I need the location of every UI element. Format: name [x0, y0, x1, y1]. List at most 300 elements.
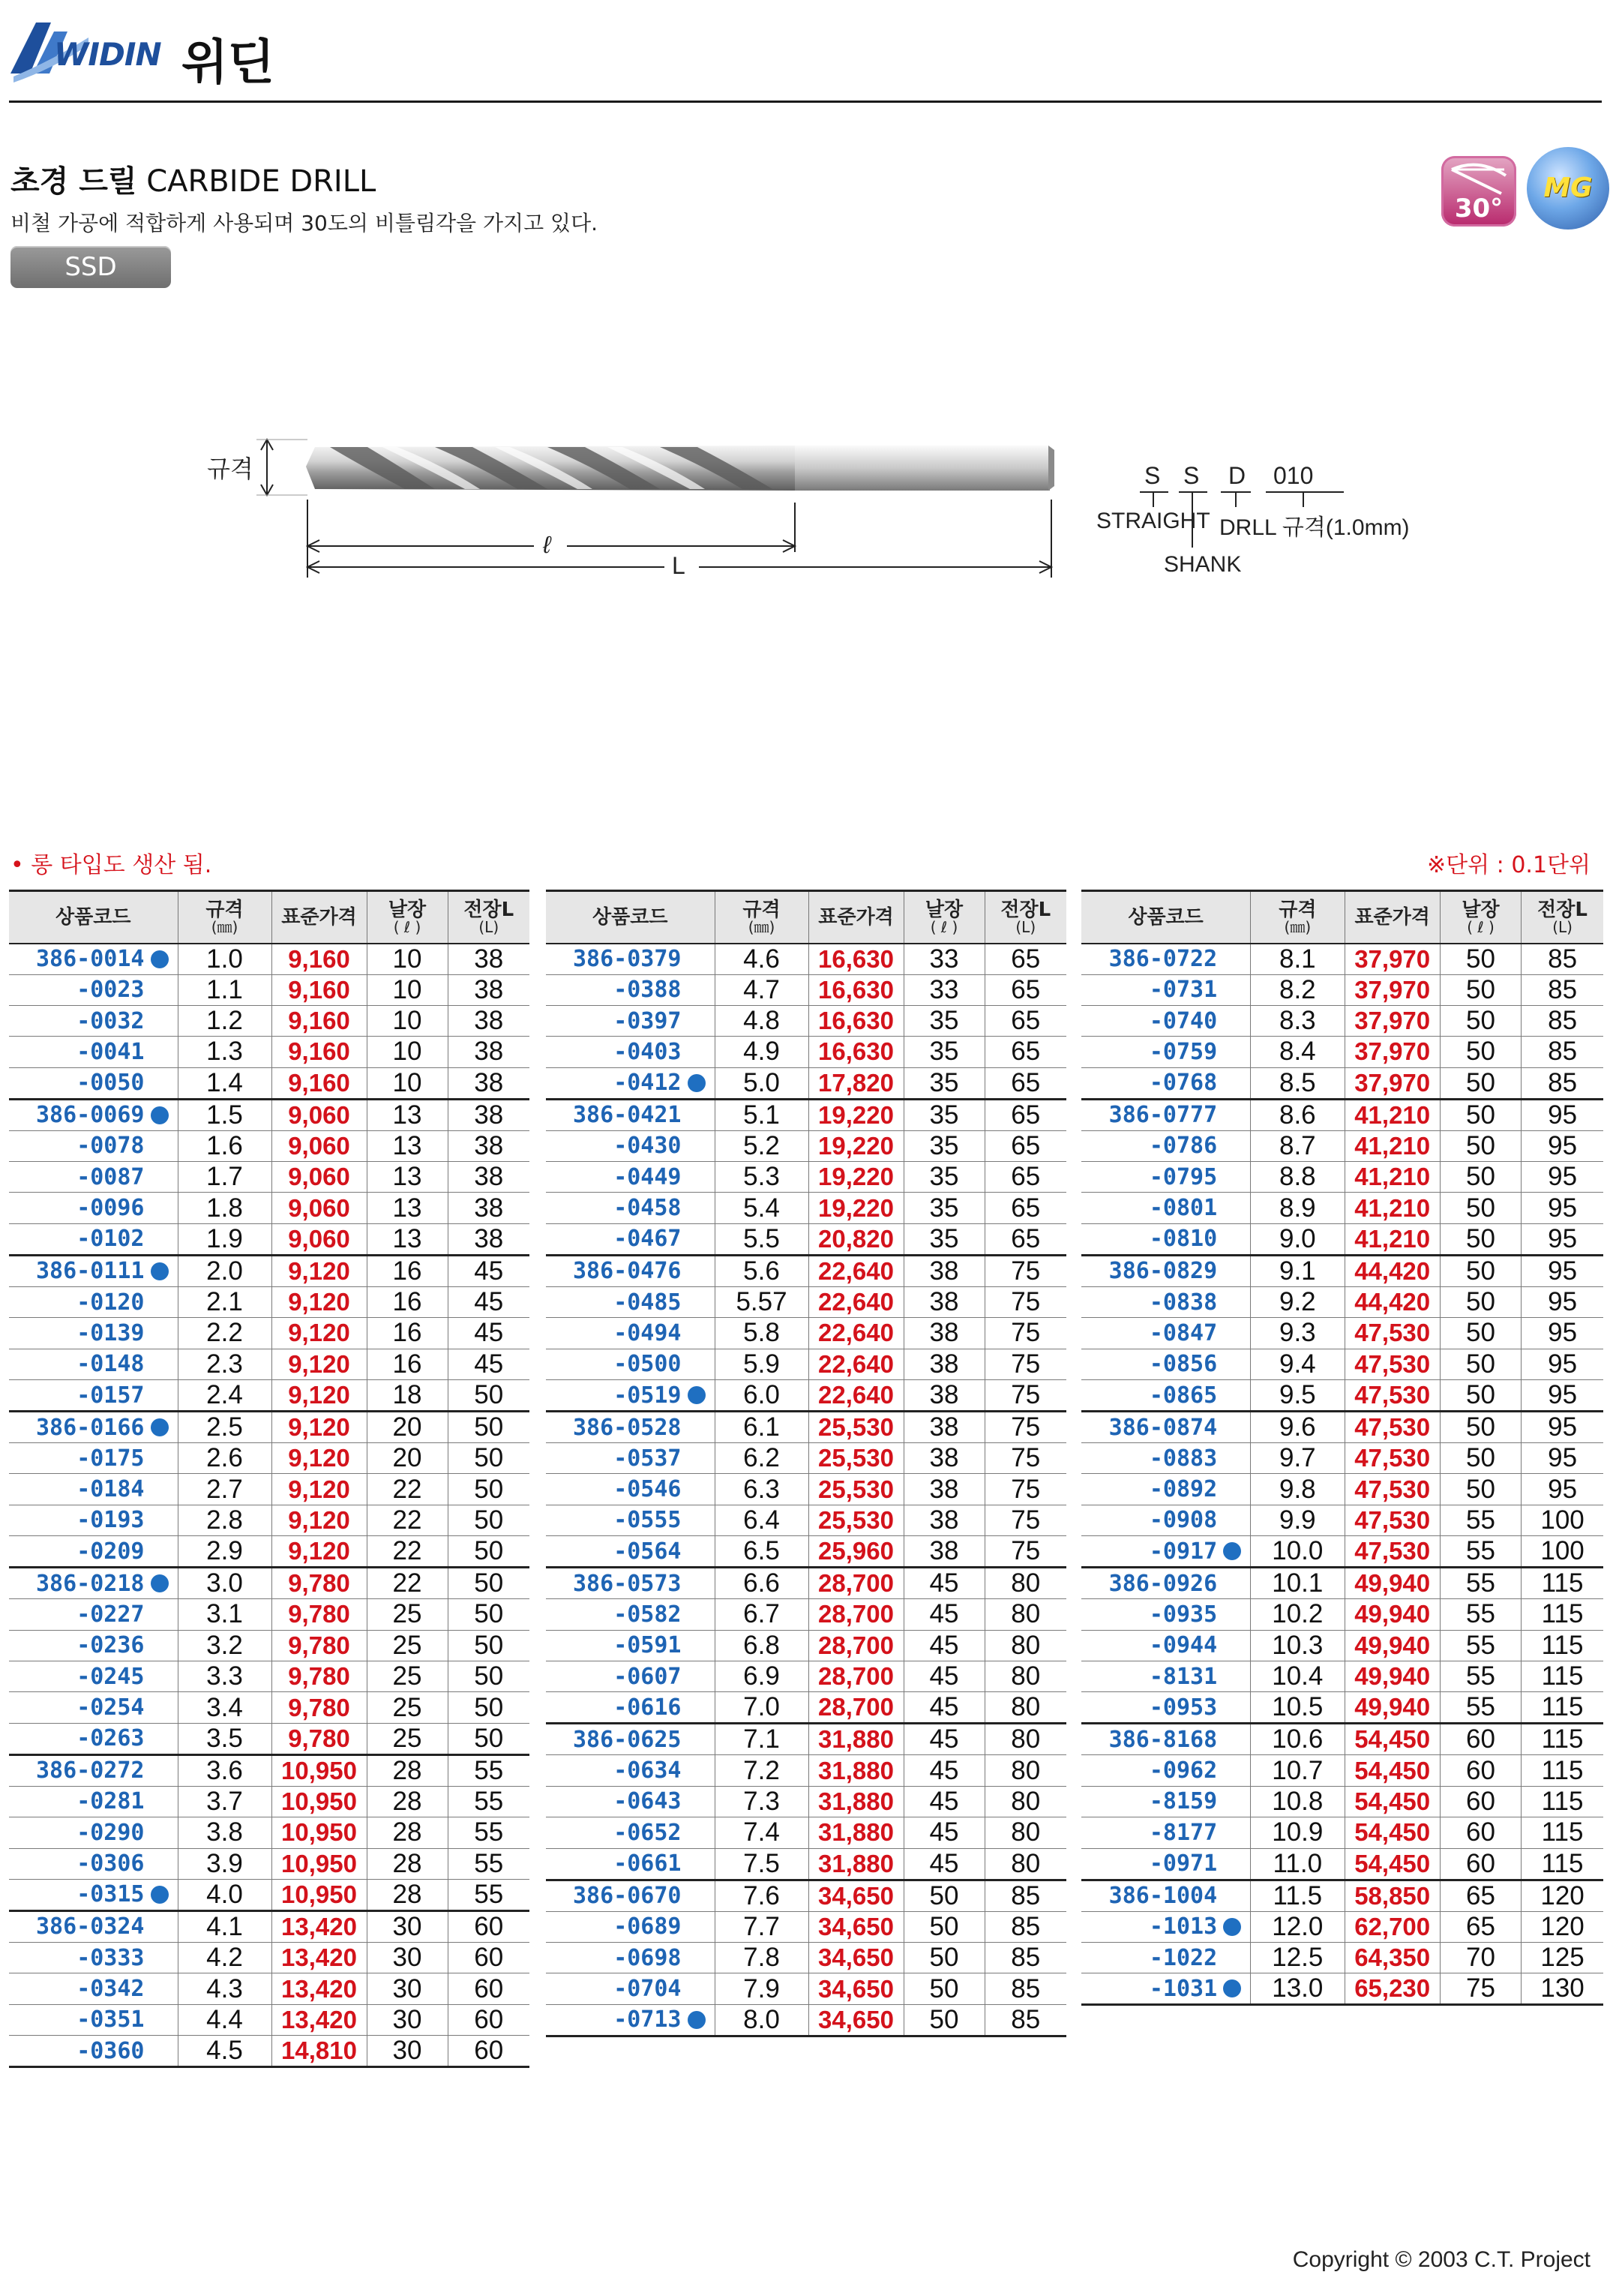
size-value-text: 12.0: [1272, 1911, 1324, 1941]
flute-length: [904, 1193, 985, 1223]
table-row: [9, 1910, 529, 1942]
total-length: [985, 1286, 1066, 1317]
size-value-text: 1.2: [206, 1006, 243, 1036]
product-code: [546, 944, 715, 975]
size-value-text: 6.4: [743, 1505, 780, 1535]
product-code-text: -0801: [1149, 1195, 1218, 1222]
standard-price: [808, 1005, 904, 1036]
flute-length: [1440, 1817, 1521, 1848]
size-value-text: 1.0: [206, 944, 243, 974]
standard-price-text: 37,970: [1354, 944, 1431, 973]
standard-price: [808, 1412, 904, 1443]
product-code-text: 386-0874: [1108, 1414, 1218, 1441]
product-code-diagram: [1096, 450, 1411, 600]
flute-length: [904, 1505, 985, 1535]
flute-length-text: 25: [392, 1599, 422, 1629]
product-code-text: -0971: [1149, 1850, 1218, 1877]
product-code: [1081, 1037, 1251, 1067]
product-code-text: -0360: [76, 2037, 145, 2064]
size-value: [178, 1848, 271, 1879]
standard-price: [808, 1286, 904, 1317]
flute-length: [1440, 1692, 1521, 1724]
flute-length: [1440, 974, 1521, 1005]
product-code: [1081, 1848, 1251, 1880]
product-code: [1081, 1318, 1251, 1349]
header-size-label: 규격: [742, 898, 781, 921]
product-code: [9, 1879, 178, 1910]
flute-length-text: 60: [1466, 1724, 1495, 1754]
standard-price-text: 20,820: [818, 1224, 894, 1253]
flute-length: [1440, 1786, 1521, 1817]
flute-length: [367, 1255, 448, 1286]
product-title-korean: 초경 드릴: [10, 164, 137, 199]
total-length: [448, 1568, 529, 1599]
header-size-unit: (㎜): [1284, 917, 1312, 936]
product-code-text: 386-0625: [573, 1726, 682, 1753]
flute-length-text: 70: [1466, 1943, 1495, 1973]
table-row: [546, 1880, 1066, 1911]
size-value: [178, 1723, 271, 1754]
total-length: [985, 1536, 1066, 1568]
product-code-text: -0731: [1149, 977, 1218, 1004]
size-value: [1251, 1973, 1345, 2005]
total-length-text: 55: [474, 1879, 504, 1909]
table-row: [546, 1193, 1066, 1223]
total-length: [448, 1130, 529, 1161]
size-value: [715, 1568, 808, 1599]
total-length-text: 45: [474, 1287, 504, 1317]
product-code-text: -0306: [76, 1850, 145, 1877]
size-value-text: 9.8: [1279, 1474, 1316, 1504]
total-length-text: 55: [474, 1786, 504, 1816]
brand-name: 위딘: [181, 35, 274, 91]
flute-length-text: 50: [1466, 1193, 1495, 1223]
size-value-text: 10.1: [1272, 1568, 1324, 1598]
standard-price-text: 28,700: [818, 1569, 894, 1598]
table-row: [9, 1505, 529, 1535]
flute-length-text: 50: [1466, 1067, 1495, 1097]
table-row: [9, 944, 529, 975]
standard-price: [271, 1754, 367, 1786]
flute-length-text: 60: [1466, 1786, 1495, 1816]
flute-length-text: 35: [929, 1100, 959, 1130]
total-length-text: 115: [1541, 1568, 1584, 1598]
standard-price-text: 65,230: [1354, 1974, 1431, 2003]
size-value-text: 8.3: [1279, 1006, 1316, 1036]
total-length-text: 50: [474, 1661, 504, 1691]
total-length-text: 115: [1541, 1599, 1584, 1629]
standard-price-text: 34,650: [818, 1881, 894, 1910]
standard-price: [1345, 974, 1440, 1005]
standard-price: [1345, 1911, 1440, 1942]
standard-price-text: 28,700: [818, 1693, 894, 1721]
header-total-unit: (L): [1015, 917, 1036, 936]
size-value-text: 8.2: [1279, 974, 1316, 1004]
standard-price-text: 9,060: [288, 1131, 350, 1160]
total-length-text: 65: [1011, 1193, 1041, 1223]
size-value-text: 1.6: [206, 1130, 243, 1160]
header-size-label: 규격: [205, 898, 244, 921]
size-value: [1251, 1536, 1345, 1568]
product-code: [546, 1067, 715, 1099]
stock-dot-icon: [151, 1886, 169, 1904]
table-row: [1081, 1973, 1603, 2005]
product-code-text: -0856: [1149, 1351, 1218, 1378]
product-code-text: -0759: [1149, 1038, 1218, 1065]
standard-price-text: 31,880: [818, 1787, 894, 1815]
header-total-unit: (L): [1552, 917, 1573, 936]
total-length-text: 50: [474, 1723, 504, 1753]
material-badge: [1527, 147, 1609, 230]
size-value: [1251, 1412, 1345, 1443]
flute-length: [1440, 1099, 1521, 1130]
product-code-text: -0403: [613, 1038, 682, 1065]
product-code: [546, 1443, 715, 1474]
total-length: [985, 1412, 1066, 1443]
flute-length-text: 20: [392, 1443, 422, 1473]
product-code: [546, 1942, 715, 1973]
size-value: [1251, 1005, 1345, 1036]
product-code-text: -0290: [76, 1819, 145, 1846]
size-value: [715, 1942, 808, 1973]
product-code-text: -1031: [1149, 1975, 1218, 2002]
header-price: [1345, 891, 1440, 944]
product-code-text: -0148: [76, 1351, 145, 1378]
flute-length: [367, 1536, 448, 1568]
total-length: [1522, 974, 1603, 1005]
total-length-text: 80: [1011, 1692, 1041, 1722]
total-length-text: 75: [1011, 1256, 1041, 1286]
flute-length-text: 65: [1466, 1911, 1495, 1941]
flute-length-text: 35: [929, 1223, 959, 1253]
table-row: [9, 1474, 529, 1505]
standard-price: [271, 944, 367, 975]
flute-length: [904, 944, 985, 975]
product-code-text: -0397: [613, 1007, 682, 1034]
standard-price-text: 47,530: [1354, 1349, 1431, 1378]
standard-price: [808, 1817, 904, 1848]
table-row: [1081, 944, 1603, 975]
total-length: [985, 1130, 1066, 1161]
table-row: [9, 1412, 529, 1443]
total-length: [1522, 1942, 1603, 1973]
total-length-text: 95: [1548, 1223, 1578, 1253]
total-length: [448, 1661, 529, 1691]
flute-length: [1440, 1505, 1521, 1535]
size-value-text: 6.5: [743, 1536, 780, 1566]
flute-length-text: 25: [392, 1723, 422, 1753]
size-value-text: 7.0: [743, 1692, 780, 1722]
product-code-text: 386-1004: [1108, 1883, 1218, 1910]
flute-length-text: 45: [929, 1848, 959, 1878]
standard-price-text: 9,780: [288, 1631, 350, 1659]
standard-price-text: 9,780: [288, 1662, 350, 1691]
flute-length-text: 50: [1466, 1006, 1495, 1036]
standard-price: [808, 1973, 904, 2004]
size-value: [178, 1349, 271, 1379]
table-row: [1081, 1536, 1603, 1568]
standard-price: [808, 1599, 904, 1630]
standard-price: [808, 1318, 904, 1349]
flute-length-text: 35: [929, 1067, 959, 1097]
total-length-text: 100: [1540, 1505, 1585, 1535]
product-code-text: 386-0324: [36, 1913, 145, 1940]
size-value-text: 9.4: [1279, 1349, 1316, 1379]
product-code: [546, 1380, 715, 1412]
size-value: [178, 1973, 271, 2004]
standard-price-text: 9,120: [288, 1505, 350, 1534]
total-length: [1522, 1505, 1603, 1535]
table-row: [546, 1817, 1066, 1848]
product-code-text: -0184: [76, 1476, 145, 1503]
product-code: [546, 1973, 715, 2004]
flute-length: [367, 1723, 448, 1754]
flute-length: [1440, 1005, 1521, 1036]
total-length-text: 55: [474, 1848, 504, 1878]
product-code: [546, 1630, 715, 1661]
total-length: [448, 1817, 529, 1848]
standard-price-text: 22,640: [818, 1349, 894, 1378]
product-code: [1081, 1568, 1251, 1599]
total-length: [1522, 1099, 1603, 1130]
standard-price: [271, 1474, 367, 1505]
product-code-text: 386-0829: [1108, 1258, 1218, 1285]
flute-length-text: 50: [1466, 1474, 1495, 1504]
table-row: [9, 1568, 529, 1599]
size-value-text: 9.3: [1279, 1318, 1316, 1348]
flute-length-text: 50: [1466, 1412, 1495, 1442]
stock-dot-icon: [151, 1574, 169, 1592]
total-length: [1522, 1318, 1603, 1349]
standard-price-text: 14,810: [281, 2036, 357, 2065]
size-value-text: 6.9: [743, 1661, 780, 1691]
total-length-text: 125: [1540, 1943, 1585, 1973]
standard-price-text: 10,950: [281, 1880, 357, 1908]
product-code-text: -0953: [1149, 1694, 1218, 1721]
flute-length: [367, 1630, 448, 1661]
flute-length: [904, 1724, 985, 1755]
flute-length: [367, 1412, 448, 1443]
flute-length-text: 45: [929, 1692, 959, 1722]
total-length-text: 85: [1548, 1006, 1578, 1036]
size-value: [178, 1255, 271, 1286]
product-code-text: 386-0777: [1108, 1102, 1218, 1129]
product-code-text: -0591: [613, 1632, 682, 1659]
flute-length-text: 50: [929, 1943, 959, 1973]
total-length-text: 80: [1011, 1755, 1041, 1785]
flute-length: [1440, 1380, 1521, 1412]
total-length-text: 85: [1548, 944, 1578, 974]
standard-price: [271, 1255, 367, 1286]
standard-price: [271, 2036, 367, 2067]
total-length: [985, 1380, 1066, 1412]
table-row: [546, 1005, 1066, 1036]
standard-price-text: 41,210: [1354, 1193, 1431, 1222]
size-value: [715, 1692, 808, 1724]
standard-price-text: 31,880: [818, 1725, 894, 1754]
flute-length: [367, 1349, 448, 1379]
flute-length: [904, 1942, 985, 1973]
size-value: [715, 1223, 808, 1255]
standard-price-text: 54,450: [1354, 1725, 1431, 1754]
total-length: [985, 1880, 1066, 1911]
flute-length: [367, 944, 448, 975]
header-flute: [1440, 891, 1521, 944]
table-row: [546, 1568, 1066, 1599]
size-value: [178, 1505, 271, 1535]
flute-length: [904, 1661, 985, 1691]
standard-price: [1345, 1037, 1440, 1067]
standard-price: [1345, 1255, 1440, 1286]
flute-length: [1440, 1661, 1521, 1691]
product-code: [1081, 944, 1251, 975]
flute-length: [904, 1255, 985, 1286]
table-row: [9, 1879, 529, 1910]
header-flute: [904, 891, 985, 944]
flute-length: [367, 1037, 448, 1067]
size-value-text: 4.0: [206, 1879, 243, 1909]
flute-length-text: 55: [1466, 1630, 1495, 1660]
size-value-text: 5.4: [743, 1193, 780, 1223]
total-length-text: 38: [474, 944, 504, 974]
flute-length: [904, 1349, 985, 1379]
product-code: [546, 1255, 715, 1286]
flute-length-text: 45: [929, 1786, 959, 1816]
standard-price: [1345, 1412, 1440, 1443]
size-value: [715, 1443, 808, 1474]
table-row: [9, 1255, 529, 1286]
size-value: [1251, 1193, 1345, 1223]
flute-length: [1440, 1193, 1521, 1223]
product-code: [9, 1286, 178, 1317]
standard-price-text: 9,060: [288, 1100, 350, 1129]
product-code-text: -0883: [1149, 1445, 1218, 1472]
total-length-text: 45: [474, 1256, 504, 1286]
standard-price: [1345, 1755, 1440, 1786]
flute-length-text: 38: [929, 1443, 959, 1473]
product-code: [546, 1880, 715, 1911]
flute-length: [1440, 1130, 1521, 1161]
standard-price-text: 9,120: [288, 1381, 350, 1409]
standard-price-text: 49,940: [1354, 1693, 1431, 1721]
standard-price-text: 54,450: [1354, 1756, 1431, 1784]
standard-price: [1345, 1474, 1440, 1505]
product-code: [9, 1599, 178, 1630]
flute-length: [367, 1162, 448, 1193]
standard-price: [808, 1130, 904, 1161]
total-length-text: 50: [474, 1505, 504, 1535]
flute-length-text: 18: [392, 1380, 422, 1410]
flute-length-text: 20: [392, 1412, 422, 1442]
flute-length: [904, 1880, 985, 1911]
total-length-text: 85: [1548, 974, 1578, 1004]
product-title-english: CARBIDE DRILL: [146, 164, 376, 199]
table-row: [546, 1130, 1066, 1161]
size-value-text: 7.8: [743, 1943, 780, 1973]
standard-price: [808, 1536, 904, 1568]
standard-price: [271, 1380, 367, 1412]
flute-length: [1440, 1318, 1521, 1349]
total-length: [448, 1723, 529, 1754]
standard-price: [271, 1661, 367, 1691]
total-length-text: 95: [1548, 1162, 1578, 1192]
size-value-text: 7.9: [743, 1973, 780, 2003]
flute-length-text: 45: [929, 1630, 959, 1660]
product-code: [9, 1412, 178, 1443]
standard-price: [808, 1724, 904, 1755]
stock-dot-icon: [151, 950, 169, 968]
table-row: [1081, 974, 1603, 1005]
product-code: [9, 1318, 178, 1349]
flute-length-text: 50: [1466, 1256, 1495, 1286]
total-length: [448, 1536, 529, 1568]
product-code: [546, 1286, 715, 1317]
table-row: [1081, 1067, 1603, 1099]
total-length: [985, 1599, 1066, 1630]
product-code: [9, 1630, 178, 1661]
total-length-text: 85: [1011, 1973, 1041, 2003]
total-length: [448, 1067, 529, 1099]
total-length: [1522, 1193, 1603, 1223]
flute-length-text: 28: [392, 1817, 422, 1847]
total-length: [985, 1318, 1066, 1349]
flute-length: [1440, 1848, 1521, 1880]
total-length: [985, 2004, 1066, 2036]
product-code-text: -0838: [1149, 1289, 1218, 1316]
standard-price: [271, 1286, 367, 1317]
standard-price: [1345, 1536, 1440, 1568]
flute-length-text: 60: [1466, 1817, 1495, 1847]
standard-price-text: 25,530: [818, 1505, 894, 1534]
product-code-text: -8131: [1149, 1663, 1218, 1690]
total-length-text: 115: [1541, 1692, 1584, 1722]
drill-illustration: [195, 420, 1065, 585]
total-length-text: 75: [1011, 1380, 1041, 1410]
total-length-text: 45: [474, 1318, 504, 1348]
table-row: [1081, 1412, 1603, 1443]
total-length: [448, 1942, 529, 1973]
table-row: [1081, 1223, 1603, 1255]
standard-price: [808, 1067, 904, 1099]
size-value-text: 2.1: [206, 1287, 243, 1317]
total-length-text: 50: [474, 1630, 504, 1660]
size-value-text: 8.7: [1279, 1130, 1316, 1160]
size-value-text: 1.5: [206, 1100, 243, 1130]
standard-price: [808, 1942, 904, 1973]
total-length: [448, 1286, 529, 1317]
total-length: [1522, 1162, 1603, 1193]
size-value: [1251, 1911, 1345, 1942]
total-length-label: L: [672, 552, 685, 579]
flute-length-text: 38: [929, 1474, 959, 1504]
total-length-text: 38: [474, 1223, 504, 1253]
product-code-text: -0582: [613, 1601, 682, 1628]
size-value: [178, 1412, 271, 1443]
total-length-text: 85: [1011, 1880, 1041, 1910]
total-length: [448, 1255, 529, 1286]
price-table-1: [9, 890, 529, 2068]
flute-length: [367, 974, 448, 1005]
product-code: [1081, 1505, 1251, 1535]
size-value: [178, 1661, 271, 1691]
size-value-text: 4.1: [206, 1911, 243, 1941]
flute-length-text: 50: [1466, 974, 1495, 1004]
size-value-text: 10.6: [1272, 1724, 1324, 1754]
product-code: [9, 1536, 178, 1568]
total-length: [1522, 1724, 1603, 1755]
size-value: [715, 1193, 808, 1223]
product-code-text: -0342: [76, 1976, 145, 2002]
